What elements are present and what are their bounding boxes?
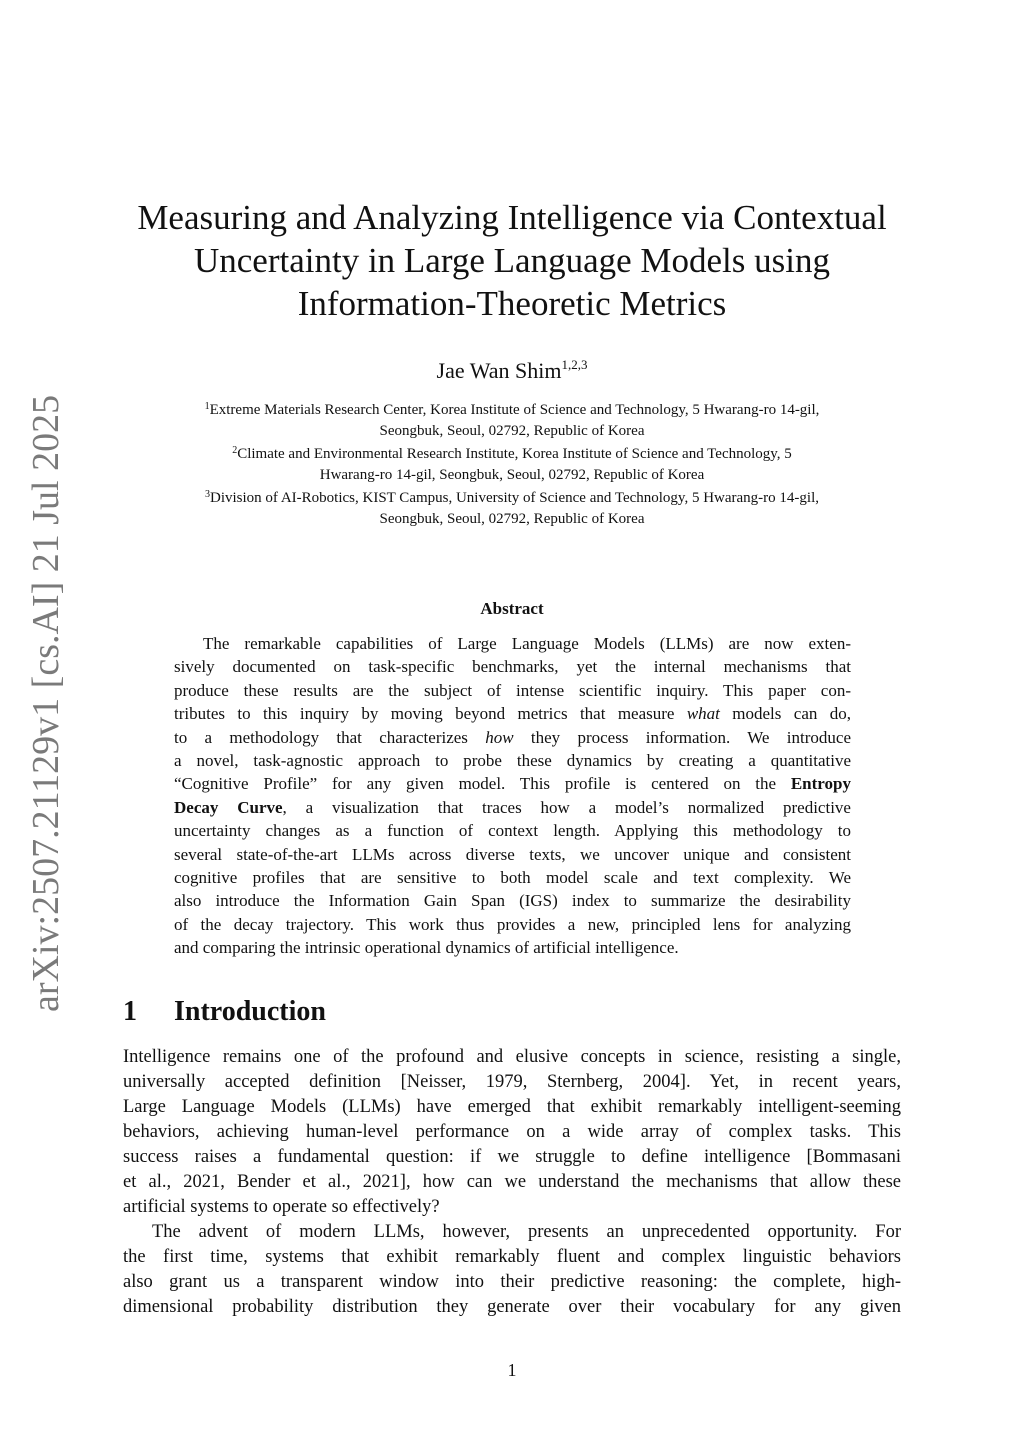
abstract-line	[174, 772, 851, 795]
abstract-body	[174, 632, 851, 960]
body-line: behaviors, achieving human-level performance on a wide array of complex tasks. This	[123, 1122, 901, 1142]
affiliation-text: Seongbuk, Seoul, 02792, Republic of Korea	[379, 510, 645, 527]
section-heading-introduction	[123, 994, 326, 1030]
abstract-text: models can do,	[719, 704, 851, 724]
affiliation-line	[112, 397, 912, 421]
abstract-text: tributes to this inquiry by moving beyond metrics that measure	[174, 704, 687, 724]
body-line: Intelligence remains one of the profound and elusive concepts in science, resisting a single,	[123, 1047, 901, 1067]
body-line: The advent of modern LLMs, however, presents an unprecedented opportunity. For	[152, 1222, 901, 1242]
abstract-line: sively documented on task-specific benchmarks, yet the internal mechanisms that	[174, 657, 851, 677]
affiliation-text: Seongbuk, Seoul, 02792, Republic of Korea	[379, 422, 645, 439]
abstract-line: The remarkable capabilities of Large Language Models (LLMs) are now exten-	[203, 634, 851, 653]
body-line: Large Language Models (LLMs) have emerged that exhibit remarkably intelligent-seeming	[123, 1097, 901, 1117]
affiliation-text: Extreme Materials Research Center, Korea Institute of Science and Technology, 5 Hwarang-ro 14-gil,	[209, 402, 820, 418]
affiliation-line	[112, 441, 912, 465]
author-name: Jae Wan Shim	[436, 358, 562, 383]
affiliation-text: Climate and Environmental Research Institute, Korea Institute of Science and Technology, 5	[237, 446, 792, 462]
body-line: the first time, systems that exhibit remarkably fluent and complex linguistic behaviors	[123, 1247, 901, 1267]
abstract-line	[174, 796, 851, 819]
body-line: success raises a fundamental question: if we struggle to define intelligence [Bommasani	[123, 1147, 901, 1167]
affiliation-mark: 2	[232, 445, 238, 456]
body-line: et al., 2021, Bender et al., 2021], how can we understand the mechanisms that allow these	[123, 1172, 901, 1192]
abstract-text: they process information. We introduce	[513, 727, 851, 747]
title-line: Information-Theoretic Metrics	[297, 284, 727, 323]
title-line: Measuring and Analyzing Intelligence via Contextual	[137, 198, 887, 237]
affiliation-text: Hwarang-ro 14-gil, Seongbuk, Seoul, 02792, Republic of Korea	[319, 466, 705, 483]
abstract-line: of the decay trajectory. This work thus provides a new, principled lens for analyzing	[174, 914, 851, 934]
abstract-emphasis: what	[686, 704, 720, 724]
body-line: artificial systems to operate so effectively?	[123, 1197, 440, 1217]
abstract-emphasis: how	[485, 727, 514, 747]
author-line	[112, 351, 912, 385]
body-line: also grant us a transparent window into their predictive reasoning: the complete, high-	[123, 1272, 901, 1292]
affiliation-mark: 3	[205, 489, 210, 500]
abstract-text: , a visualization that traces how a model’s normalized predictive	[282, 797, 851, 817]
paper-title	[112, 196, 912, 325]
abstract-line: uncertainty changes as a function of context length. Applying this methodology to	[174, 821, 851, 841]
abstract-text: “Cognitive Profile” for any given model. This profile is centered on the	[174, 774, 791, 794]
affiliation-mark: 1	[204, 401, 210, 412]
abstract-line: a novel, task-agnostic approach to probe these dynamics by creating a quantitative	[174, 751, 851, 771]
section-number: 1	[123, 996, 137, 1027]
page-number: 1	[507, 1360, 517, 1380]
author-affiliation-marks: 1,2,3	[561, 357, 588, 372]
introduction-body	[123, 1045, 901, 1320]
affiliation-text: Division of AI-Robotics, KIST Campus, University of Science and Technology, 5 Hwarang-ro 14-gil,	[210, 490, 819, 506]
abstract-line: several state-of-the-art LLMs across diverse texts, we uncover unique and consistent	[174, 844, 851, 864]
arxiv-identifier-stamp: arXiv:2507.21129v1 [cs.AI] 21 Jul 2025	[25, 394, 67, 1012]
abstract-line: produce these results are the subject of intense scientific inquiry. This paper con-	[174, 680, 851, 700]
affiliation-line	[112, 485, 912, 509]
abstract-line	[174, 702, 851, 725]
abstract-line: cognitive profiles that are sensitive to both model scale and text complexity. We	[174, 868, 851, 888]
abstract-bold-term: Decay Curve	[174, 797, 283, 817]
abstract-line: and comparing the intrinsic operational dynamics of artificial intelligence.	[174, 938, 679, 958]
abstract-bold-term: Entropy	[790, 774, 851, 794]
section-title: Introduction	[174, 996, 326, 1027]
affiliation-line	[112, 509, 912, 530]
abstract-heading: Abstract	[480, 599, 544, 618]
affiliation-line	[112, 465, 912, 486]
abstract-line: also introduce the Information Gain Span (IGS) index to summarize the desirability	[174, 891, 851, 911]
body-line: universally accepted definition [Neisser, 1979, Sternberg, 2004]. Yet, in recent years,	[123, 1072, 901, 1092]
abstract-line	[174, 726, 851, 749]
abstract-text: to a methodology that characterizes	[174, 727, 486, 747]
affiliations-block	[112, 397, 912, 529]
body-line: dimensional probability distribution they generate over their vocabulary for any given	[123, 1297, 901, 1317]
title-line: Uncertainty in Large Language Models using	[194, 241, 830, 280]
affiliation-line	[112, 421, 912, 442]
